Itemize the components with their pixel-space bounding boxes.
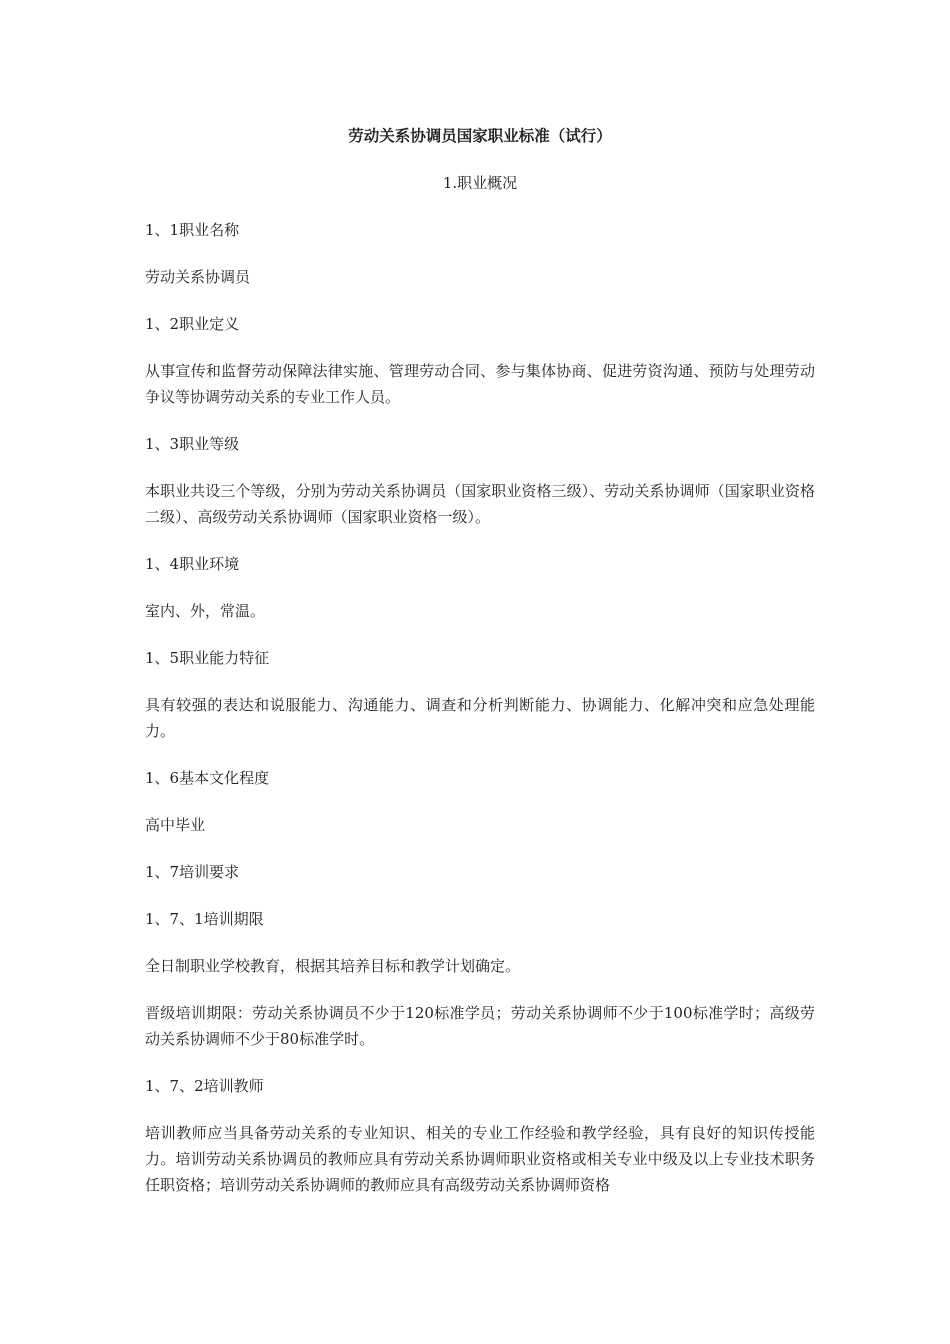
section-body-1-7-2: 培训教师应当具备劳动关系的专业知识、相关的专业工作经验和教学经验，具有良好的知识传授能力。培训劳动关系协调员的教师应具有劳动关系协调师职业资格或相关专业中级及以上专业技术职务任职资格；培训劳动关系协调师的教师应具有高级劳动关系协调师资格 (145, 1124, 815, 1194)
section-body-1-6: 高中毕业 (145, 816, 206, 834)
section-heading-1-5: 1、5职业能力特征 (145, 649, 270, 667)
section-heading-1-6: 1、6基本文化程度 (145, 769, 270, 787)
section-heading-1-2: 1、2职业定义 (145, 315, 240, 333)
section-body-1-3: 本职业共设三个等级，分别为劳动关系协调员（国家职业资格三级）、劳动关系协调师（国家职业资格二级）、高级劳动关系协调师（国家职业资格一级）。 (145, 482, 815, 526)
section-heading-1-7-1: 1、7、1培训期限 (145, 910, 264, 928)
section-body-1-2: 从事宣传和监督劳动保障法律实施、管理劳动合同、参与集体协商、促进劳资沟通、预防与处理劳动争议等协调劳动关系的专业工作人员。 (145, 362, 815, 406)
section-heading-1-4: 1、4职业环境 (145, 555, 240, 573)
document-title: 劳动关系协调员国家职业标准（试行） (348, 127, 612, 145)
section-heading-1-7: 1、7培训要求 (145, 863, 240, 881)
section-body-1-5: 具有较强的表达和说服能力、沟通能力、调查和分析判断能力、协调能力、化解冲突和应急处理能力。 (145, 696, 815, 740)
section-body-1-7-1-a: 全日制职业学校教育，根据其培养目标和教学计划确定。 (145, 957, 521, 975)
section-heading-1-3: 1、3职业等级 (145, 435, 240, 453)
document-page (145, 122, 815, 1219)
section-heading-1-7-2: 1、7、2培训教师 (145, 1077, 264, 1095)
section-heading-1-1: 1、1职业名称 (145, 221, 240, 239)
chapter-heading: 1.职业概况 (442, 174, 518, 192)
section-body-1-1: 劳动关系协调员 (145, 268, 251, 286)
section-body-1-7-1-b: 晋级培训期限：劳动关系协调员不少于120标准学员；劳动关系协调师不少于100标准学时；高级劳动关系协调师不少于80标准学时。 (145, 1004, 815, 1048)
section-body-1-4: 室内、外，常温。 (145, 602, 266, 620)
